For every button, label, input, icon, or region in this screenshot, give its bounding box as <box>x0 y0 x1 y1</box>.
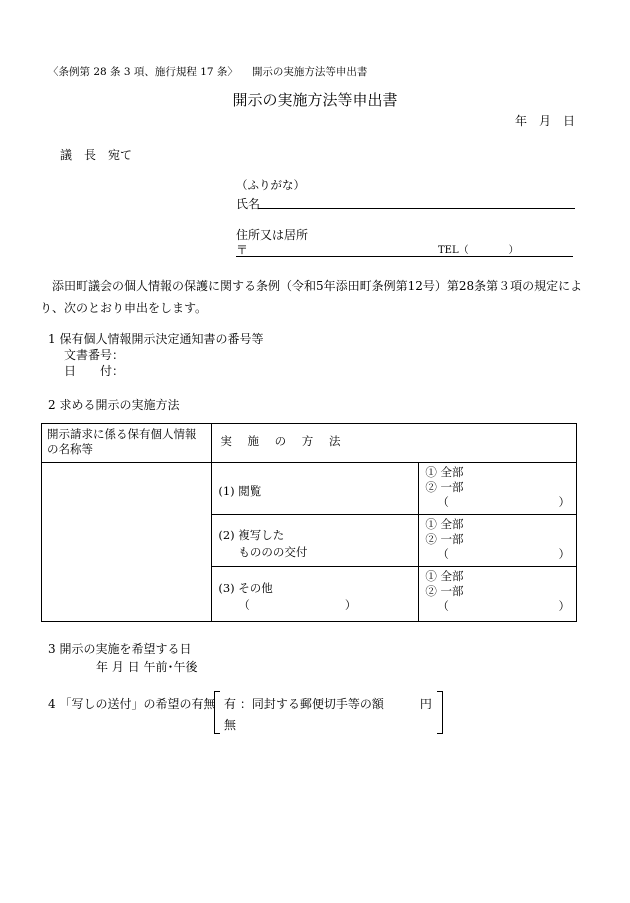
option-all[interactable]: ① 全部 <box>425 569 464 583</box>
statement-paragraph: 添田町議会の個人情報の保護に関する条例（令和5年添田町条例第12号）第28条第３項の規定により、次のとおり申出をします。 <box>40 279 583 315</box>
tel-label: TEL（ ） <box>438 245 519 256</box>
disclosure-method-table <box>41 423 577 622</box>
method-label: (1) 閲覧 <box>218 484 262 498</box>
name-field-line[interactable] <box>258 208 575 209</box>
reference-doc: 開示の実施方法等申出書 <box>251 66 368 78</box>
option-all[interactable]: ① 全部 <box>425 465 464 479</box>
method-label-2: もののの交付 <box>238 544 308 559</box>
method-view <box>212 463 419 515</box>
address-field-line[interactable] <box>236 256 573 257</box>
method-copy <box>212 515 419 567</box>
method-label: (3) その他 <box>218 581 273 595</box>
option-partial[interactable]: ② 一部 <box>425 480 464 494</box>
addressee: 議 長 宛て <box>60 148 133 162</box>
section2-heading: 2 求める開示の実施方法 <box>48 398 180 412</box>
reference-prefix: 〈条例第 28 条 3 項、施行規程 17 条〉 <box>48 66 238 78</box>
furigana-label: （ふりがな） <box>236 178 305 192</box>
option-detail: （ ） <box>437 495 570 509</box>
method-other-paren[interactable]: （ ） <box>238 598 357 612</box>
desired-date-value[interactable]: 年 月 日 午前･午後 <box>96 660 198 674</box>
option-all[interactable]: ① 全部 <box>425 517 464 531</box>
info-name-cell[interactable] <box>42 463 212 622</box>
section1-heading: 1 保有個人情報開示決定通知書の番号等 <box>48 332 264 346</box>
option-detail: （ ） <box>437 547 570 561</box>
section4-heading: 4 「写しの送付」の希望の有無 <box>48 697 216 711</box>
document-number-label: 文書番号： <box>64 348 125 362</box>
method-other <box>212 567 419 622</box>
option-detail: （ ） <box>437 599 570 613</box>
reference-line <box>48 64 367 79</box>
option-partial[interactable]: ② 一部 <box>425 532 464 546</box>
date-line: 年 月 日 <box>515 114 576 128</box>
section3-heading: 3 開示の実施を希望する日 <box>48 642 192 656</box>
method-other-options[interactable] <box>419 567 577 622</box>
page-title: 開示の実施方法等申出書 <box>232 91 398 109</box>
date-label: 日 付： <box>64 364 125 378</box>
name-label: 氏名 <box>236 197 261 211</box>
method-copy-options[interactable] <box>419 515 577 567</box>
address-label: 住所又は居所 <box>236 228 309 242</box>
method-view-options[interactable] <box>419 463 577 515</box>
method-label: (2) 複写した <box>218 527 285 542</box>
option-partial[interactable]: ② 一部 <box>425 584 464 598</box>
info-name-header: 開示請求に係る保有個人情報の名称等 <box>42 424 212 463</box>
mailing-yes-option[interactable]: 有 ：同封する郵便切手等の額 円 <box>224 697 432 711</box>
postal-mark: 〒 <box>236 243 249 257</box>
mailing-no-option[interactable]: 無 <box>224 718 237 732</box>
method-header: 実 施 の 方 法 <box>212 424 577 463</box>
